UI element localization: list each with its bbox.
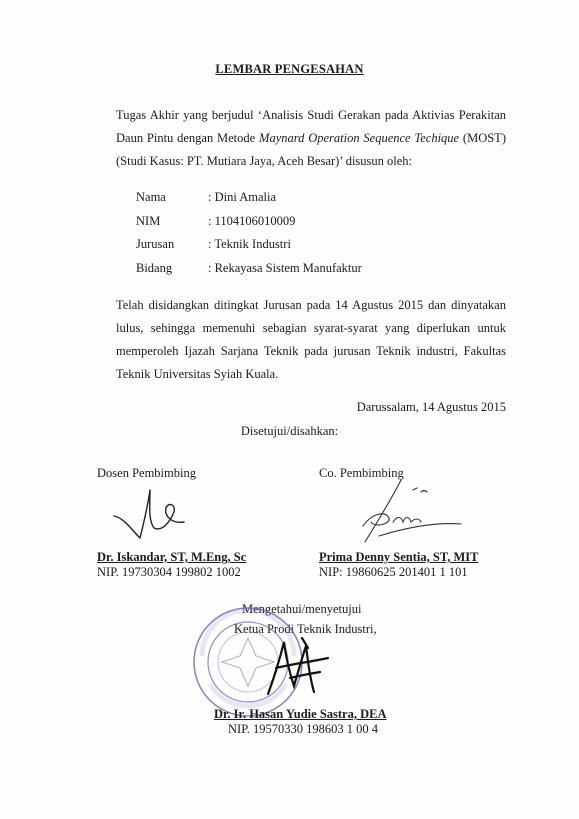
intro-line-2-prefix: Daun Pintu dengan Metode — [116, 131, 260, 145]
approval-heading: Disetujui/disahkan: — [240, 424, 339, 438]
identity-label: Bidang — [136, 260, 173, 275]
place-date: Darussalam, 14 Agustus 2015 — [356, 400, 506, 414]
body-line-3: memperoleh Ijazah Sarjana Teknik pada jurusan Teknik industri, Fakultas — [116, 344, 506, 358]
identity-row — [136, 237, 362, 261]
body-line-1: Telah disidangkan ditingkat Jurusan pada 14 Agustus 2015 dan dinyatakan — [116, 298, 506, 312]
identity-value: : Rekayasa Sistem Manufaktur — [208, 260, 362, 275]
advisor-signature — [110, 482, 190, 544]
intro-line-2 — [116, 127, 506, 150]
identity-label: Nama — [136, 190, 166, 204]
body-line-4: Teknik Universitas Syiah Kuala. — [116, 367, 279, 381]
identity-label: NIM — [136, 213, 161, 228]
advisor-role: Dosen Pembimbing — [97, 466, 196, 480]
head-signature — [262, 628, 332, 700]
co-advisor-role: Co. Pembimbing — [319, 466, 404, 480]
head-role: Ketua Prodi Teknik Industri, — [234, 622, 377, 636]
advisor-nip: NIP. 19730304 199802 1002 — [97, 565, 241, 579]
identity-value: : 1104106010009 — [208, 213, 296, 228]
identity-row — [136, 261, 362, 285]
identity-row — [136, 190, 362, 214]
co-advisor-name: Prima Denny Sentia, ST, MIT — [319, 550, 479, 564]
intro-line-2-suffix: (MOST) — [459, 131, 506, 145]
identity-value: : Teknik Industri — [208, 237, 291, 251]
identity-value: : Dini Amalia — [208, 190, 277, 204]
advisor-name: Dr. Iskandar, ST, M.Eng, Sc — [97, 550, 247, 564]
head-nip: NIP. 19570330 198603 1 00 4 — [228, 722, 379, 736]
intro-line-3: (Studi Kasus: PT. Mutiara Jaya, Aceh Besar)’ disusun oleh: — [116, 154, 413, 168]
co-advisor-signature — [345, 476, 465, 548]
body-paragraph — [116, 294, 506, 386]
body-line-2: lulus, sehingga memenuhi sebagian syarat-syarat yang diperlukan untuk — [116, 321, 506, 335]
co-advisor-nip: NIP: 19860625 201401 1 101 — [319, 565, 468, 579]
identity-label: Jurusan — [136, 237, 175, 251]
method-name: Maynard Operation Sequence Techique — [259, 131, 460, 145]
acknowledged-label: Mengetahui/menyetujui — [242, 602, 362, 616]
identity-row — [136, 214, 362, 238]
head-name: Dr. Ir. Hasan Yudie Sastra, DEA — [214, 707, 387, 721]
intro-paragraph — [116, 104, 506, 173]
intro-line-1: Tugas Akhir yang berjudul ‘Analisis Studi Gerakan pada Aktivias Perakitan — [116, 108, 506, 122]
page-title: LEMBAR PENGESAHAN — [215, 62, 364, 76]
identity-table — [136, 190, 362, 284]
